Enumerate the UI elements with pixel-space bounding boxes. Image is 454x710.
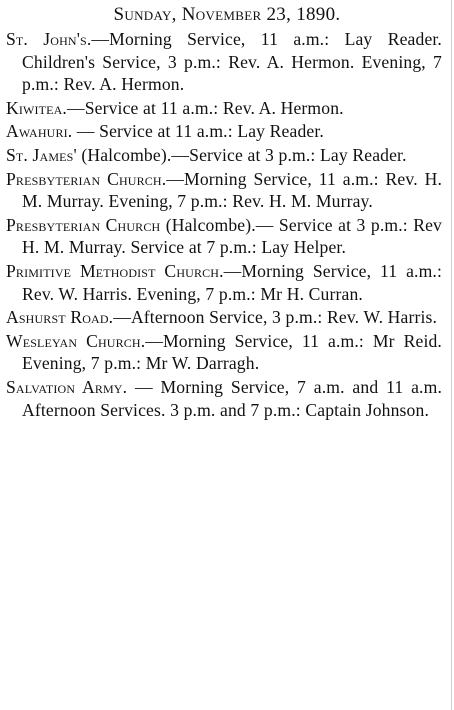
church-name: St. James' [6,144,77,165]
church-name: Awahuri. [6,121,73,142]
column-edge-divider [451,0,452,710]
service-details: (Halcombe).— Service at 3 p.m.: Rev H. M. Murray. Service at 7 p.m.: Lay Helper. [22,214,442,258]
church-service-list [6,28,442,422]
service-entry [6,330,442,375]
service-entry [6,260,442,305]
service-details: —Morning Service, 11 a.m.: Rev. H. M. Murray. Evening, 7 p.m.: Rev. H. M. Murray. [22,168,442,212]
service-details: —Morning Service, 11 a.m.: Mr Reid. Evening, 7 p.m.: Mr W. Darragh. [22,330,442,374]
service-entry [6,144,442,167]
service-entry [6,214,442,259]
church-name: Presbyterian Church. [6,168,167,189]
service-entry [6,97,442,120]
church-name: Wesleyan Church. [6,330,146,351]
service-entry [6,306,442,329]
service-details: —Service at 11 a.m.: Rev. A. Hermon. [66,97,344,118]
church-name: St. John's. [6,29,92,49]
service-details: — Service at 11 a.m.: Lay Reader. [72,121,324,142]
church-name: Primitive Methodist Church. [6,260,224,281]
service-details: —Morning Service, 11 a.m.: Lay Reader. Children's Service, 3 p.m.: Rev. A. Hermon. Evening, 7 p.m.: Rev. A. Hermon. [22,29,442,95]
service-details: — Morning Service, 7 a.m. and 11 a.m. Afternoon Services. 3 p.m. and 7 p.m.: Captain Johnson. [22,376,442,420]
church-name: Presbyterian Church [6,214,161,235]
church-name: Ashurst Road. [6,307,114,328]
service-entry [6,376,442,421]
service-details: —Morning Service, 11 a.m.: Rev. W. Harris. Evening, 7 p.m.: Mr H. Curran. [22,260,442,304]
date-heading: Sunday, November 23, 1890. [113,4,341,25]
church-name: Salvation Army. [6,376,128,397]
service-entry [6,168,442,213]
church-name: Kiwitea. [6,97,67,118]
service-details: (Halcombe).—Service at 3 p.m.: Lay Reader. [76,144,407,165]
service-entry [6,120,442,143]
service-details: —Afternoon Service, 3 p.m.: Rev. W. Harris. [113,307,438,328]
service-entry [6,28,442,96]
